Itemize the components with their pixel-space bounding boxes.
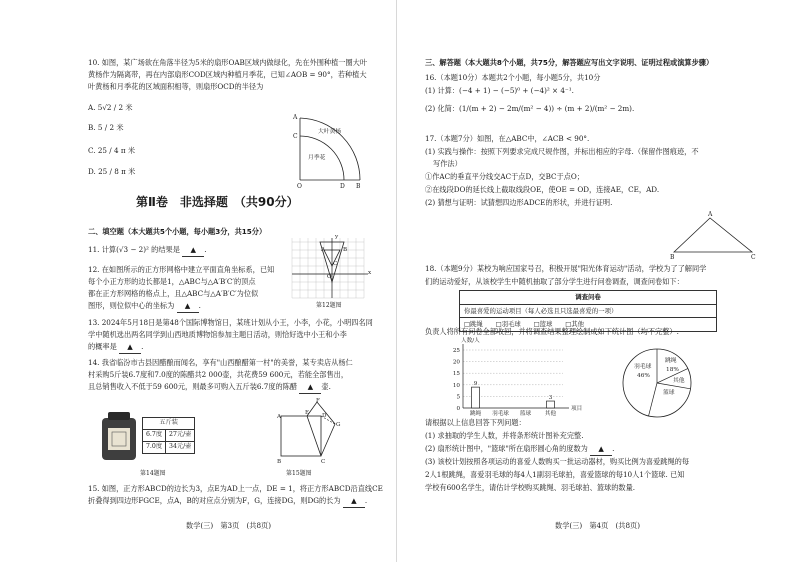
vinegar-jar-image <box>100 412 138 462</box>
q10-label-o: O <box>297 183 302 190</box>
q16-line-1: 16.（本题10分）本题共2个小题，每小题5分，共10分 <box>425 73 601 82</box>
q12-line-4: 图形，则位似中心的坐标为 ▲ . <box>88 301 201 313</box>
q12-line-2: 每个小正方形的边长都是1，△ABC与△A′B′C′的顶点 <box>88 277 256 286</box>
q15-label-a: A <box>277 414 282 420</box>
pie-label-jump-pct: 18% <box>666 367 679 373</box>
q10-option-c: C. 25 / 4 π 米 <box>88 146 136 155</box>
table-row: 6.7度 27元/壶 <box>143 430 195 442</box>
q12-line-1: 12. 在如图所示的正方形网格中建立平面直角坐标系，已知 <box>88 265 275 274</box>
pie-label-jump: 跳绳 <box>665 358 677 364</box>
q12-label-b: B <box>343 247 348 253</box>
part3-title: 三、解答题（本大题共8个小题，共75分，解答题应写出文字说明、证明过程或演算步骤） <box>425 58 714 67</box>
part2-title: 二、填空题（本大题共5个小题，每小题3分，共15分） <box>88 227 267 236</box>
q10-label-b: B <box>356 183 361 190</box>
q15-label-b: B <box>277 459 282 465</box>
q17-line-2: (1) 实践与操作：按照下列要求完成尺规作图，并标出相应的字母.（保留作图痕迹，不 <box>425 147 699 156</box>
q10-line-3: 叶黄杨和月季花的区域面积相等，则扇形OCD的半径为 <box>88 82 264 91</box>
x-tick-label: 篮球 <box>519 411 532 417</box>
x-axis-label: 项目 <box>571 406 583 412</box>
bar <box>547 401 555 408</box>
q17-line-4: ①作AC的垂直平分线交AC于点D，交BC于点O； <box>425 172 584 181</box>
q17-label-a: A <box>708 211 713 218</box>
q10-label-a: A <box>293 114 298 121</box>
q12-label-c: C <box>333 261 338 267</box>
x-tick-label: 跳绳 <box>469 411 482 417</box>
q12-axis-x: x <box>368 270 372 276</box>
q18-q-3-line-3: 学校有600名学生，请估计学校购买跳绳、羽毛球拍、篮球的数量. <box>425 483 636 492</box>
q12-label-a: A <box>321 247 326 253</box>
q15-label-e: E <box>305 410 310 416</box>
q15-label-d: D <box>322 413 327 419</box>
q17-triangle-figure <box>672 214 756 258</box>
q12-line-3: 都在正方形网格的格点上，且△ABC与△A′B′C′为位似 <box>88 289 259 298</box>
x-tick-label: 羽毛球 <box>492 411 509 417</box>
pie-label-basketball: 篮球 <box>663 390 675 396</box>
q18-line-2: 们的运动爱好，从该校学生中随机抽取了部分学生进行问卷调查，调查问卷如下： <box>425 277 684 286</box>
bar-value-label: 9 <box>473 381 478 388</box>
q17-label-b: B <box>670 254 675 261</box>
bar-value-label: 3 <box>548 395 553 402</box>
q17-line-1: 17.（本题7分）如图，在△ABC中，∠ACB < 90°. <box>425 134 590 143</box>
q13-line-1: 13. 2024年5月18日是第48个国际博物馆日，某班计划从小王，小李，小花，小明四名同 <box>88 318 373 327</box>
exam-page-4 <box>397 0 794 562</box>
q10-option-d: D. 25 / 8 π 米 <box>88 167 136 176</box>
bar <box>472 387 480 408</box>
section-title: 第Ⅱ卷 非选择题 （共90分） <box>136 195 299 209</box>
q10-label-inner: 月季花 <box>308 155 326 161</box>
q18-q-intro: 请根据以上信息回答下列问题： <box>425 418 526 427</box>
q18-q-3-line-1: (3) 该校计划按照各项运动的喜爱人数购买一批运动器材，购买比例为喜爱跳绳的每 <box>425 457 690 466</box>
y-tick-label: 25 <box>452 348 460 354</box>
q11-text: 11. 计算(√3 − 2)² 的结果是 ▲ . <box>88 245 207 257</box>
q14-price-table <box>142 417 195 454</box>
bar-chart <box>443 340 593 418</box>
q10-option-b: B. 5 / 2 米 <box>88 123 124 132</box>
y-tick-label: 5 <box>456 394 460 401</box>
q10-label-c: C <box>293 133 298 140</box>
q16-line-3: (2) 化简：(1/(m + 2) − 2m/(m² − 4)) ÷ (m + 2)/(m² − 2m). <box>425 104 635 113</box>
q15-label-g: G <box>336 422 341 428</box>
q15-line-1: 15. 如图，正方形ABCD的边长为3，点E为AD上一点，DE = 1，将正方形ABCD沿直线CE <box>88 484 383 493</box>
q18-q-1: (1) 求抽取的学生人数，并将条形统计图补充完整. <box>425 431 584 440</box>
pie-label-badminton-pct: 46% <box>637 373 650 379</box>
q14-line-1: 14. 我省临汾市古县因醋酿而闻名，享有"山西酿醋第一村"的美誉，某专卖店从杨仁 <box>88 358 353 367</box>
pie-chart <box>619 345 699 425</box>
y-tick-label: 10 <box>452 382 460 389</box>
q10-option-a: A. 5√2 / 2 米 <box>88 103 133 112</box>
q12-axis-y: y <box>335 234 339 240</box>
q15-line-2: 折叠得到四边形FGCE，点A，B的对应点分别为F，G，连接DG，则DG的长为 ▲ . <box>88 496 367 508</box>
survey-title: 调查问卷 <box>460 291 716 305</box>
q10-label-d: D <box>340 183 345 190</box>
survey-options: □跳绳 □羽毛球 □篮球 □其他 <box>464 320 585 329</box>
q10-label-outer: 大叶黄杨 <box>318 129 342 135</box>
q10-line-1: 10. 如图，某广场欲在角落半径为5米的扇形OAB区域内做绿化，先在外围种植一圈大叶 <box>88 58 368 67</box>
q18-q-3-line-2: 2人1根跳绳，喜爱羽毛球的每4人1副羽毛球拍，喜爱篮球的每10人1个篮球. 已知 <box>425 470 685 479</box>
x-tick-label: 其他 <box>544 411 557 417</box>
q12-grid-figure <box>292 238 372 300</box>
q10-sector-figure <box>290 108 370 188</box>
q18-after: 负责人将所有问卷全部收回，并将调查结果整理绘制成如下统计图（均不完整）. <box>425 327 679 336</box>
table-row: 7.0度 34元/壶 <box>143 442 195 454</box>
table-header: 五斤装 <box>143 418 195 430</box>
q14-line-3: 且总销售收入不低于59 600元，则最多可购入五斤装6.7度的陈醋 ▲ 壶. <box>88 382 331 394</box>
y-tick-label: 20 <box>452 359 460 366</box>
page-footer-right: 数学(三) 第4页 (共8页) <box>555 521 641 530</box>
survey-question: 你最喜爱的运动项目（每人必选且只选最喜爱的一项） <box>460 305 716 319</box>
y-axis-label: 人数/人 <box>461 338 480 344</box>
q14-caption: 第14题图 <box>140 470 166 477</box>
q18-q-2: (2) 扇形统计图中，"篮球"所在扇形圆心角的度数为 ▲ . <box>425 444 614 456</box>
q18-line-1: 18.（本题9分）某校为响应国家号召，积极开展"阳光体育运动"活动，学校为了了解同学 <box>425 264 707 273</box>
q14-line-2: 村采购5斤装6.7度和7.0度的陈醋共2 000壶，共花费59 600元，若能全部售出， <box>88 370 349 379</box>
pie-label-badminton: 羽毛球 <box>634 364 652 370</box>
q17-line-6: (2) 猜想与证明：试猜想四边形ADCE的形状，并进行证明. <box>425 198 613 207</box>
q17-label-c: C <box>751 254 756 261</box>
q15-caption: 第15题图 <box>286 470 312 477</box>
survey-box <box>459 290 717 332</box>
q15-label-f: F <box>316 398 320 404</box>
q16-line-2: (1) 计算：(−4 + 1) − (−5)⁰ + (−4)² × 4⁻¹. <box>425 86 574 95</box>
q10-line-2: 黄杨作为隔离带，再在内部扇形COD区域内种植月季花，已知∠AOB = 90°，若种植大 <box>88 70 367 79</box>
pie-label-other: 其他 <box>673 378 685 384</box>
y-tick-label: 0 <box>456 406 460 412</box>
q13-line-3: 的概率是 ▲ . <box>88 342 143 354</box>
q12-axis-o: O <box>327 274 332 280</box>
q13-line-2: 学中随机选出两名同学到山西地质博物馆参加主题日活动，则恰好选中小王和小李 <box>88 330 347 339</box>
q17-line-3: 写作法） <box>433 159 462 168</box>
q15-label-c: C <box>321 459 326 465</box>
q17-line-5: ②在线段DO的延长线上截取线段OE，使OE = OD，连接AE，CE，AD. <box>425 185 660 194</box>
page-footer-left: 数学(三) 第3页 (共8页) <box>186 521 272 530</box>
y-tick-label: 15 <box>452 371 460 378</box>
q12-caption: 第12题图 <box>316 302 342 309</box>
